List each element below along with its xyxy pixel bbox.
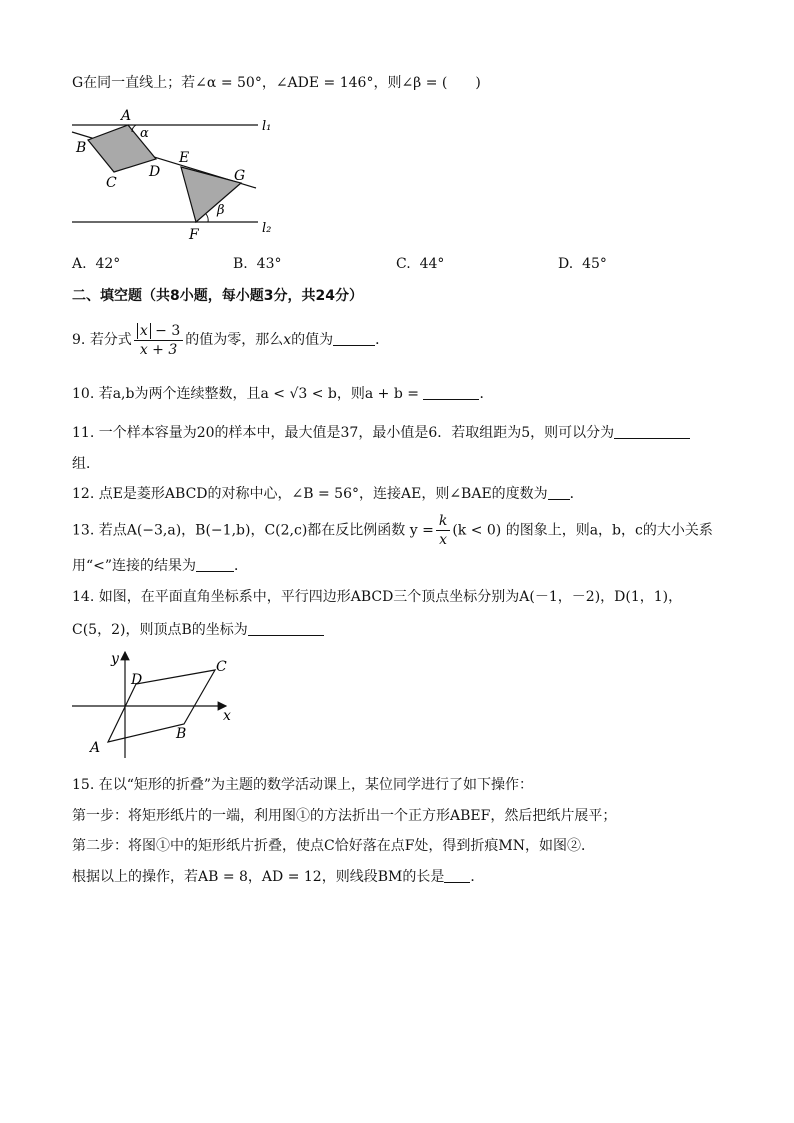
q15-line4: 根据以上的操作，若AB = 8，AD = 12，则线段BM的长是 ． <box>72 869 485 885</box>
label-alpha: α <box>140 126 149 141</box>
q15-line3: 第二步：将图①中的矩形纸片折叠，使点C恰好落在点F处，得到折痕MN，如图②． <box>72 838 596 854</box>
q14-line2-text: C(5，2)，则顶点B的坐标为 <box>72 622 248 638</box>
q9: 9. 若分式 $\frac{x - 3}{x + 3}$ 的值为零，那么x的值为 ． <box>72 322 390 358</box>
q15-line2: 第一步：将矩形纸片的一端，利用图①的方法折出一个正方形ABEF，然后把纸片展平； <box>72 808 617 824</box>
q13-text-post: (k < 0) 的图象上，则a，b，c的大小关系 <box>452 522 713 539</box>
q9-pre: 若分式 <box>89 332 132 348</box>
q15-answer-blank[interactable] <box>444 868 470 883</box>
label-beta: β <box>217 203 225 218</box>
q11-text: 11. 一个样本容量为20的样本中，最大值是37，最小值是6．若取组距为5，则可以分为 <box>72 425 615 441</box>
q8-figure <box>66 104 286 244</box>
choice-c-value: 44° <box>419 256 445 272</box>
point-label-A: A <box>90 740 101 756</box>
q9-post2: 的值为 <box>291 332 334 348</box>
q9-fraction <box>134 322 183 359</box>
choice-b-value: 43° <box>256 256 282 272</box>
q13-fraction <box>436 512 450 549</box>
label-l1: l₁ <box>262 119 272 134</box>
point-label-B: B <box>176 726 187 742</box>
choice-a-value: 42° <box>95 256 121 272</box>
choice-b-letter: B. <box>233 256 248 272</box>
choice-a-letter: A. <box>72 256 87 272</box>
q9-denominator: x + 3 <box>139 341 178 358</box>
q15-line4-text: 根据以上的操作，若AB = 8，AD = 12，则线段BM的长是 <box>72 869 445 885</box>
choice-d-letter: D. <box>558 256 574 272</box>
q13-frac-num: k <box>436 512 450 531</box>
triangle-efg-shaded <box>181 167 241 222</box>
beta-arc <box>206 214 208 222</box>
choice-d-value: 45° <box>582 256 607 272</box>
q11-line2: 组． <box>72 456 100 472</box>
q9-abs-x: x <box>137 323 151 339</box>
label-E: E <box>179 150 190 166</box>
q13-answer-blank[interactable] <box>196 557 234 572</box>
choice-c-letter: C. <box>396 256 411 272</box>
q9-numerator <box>134 322 183 341</box>
q15-line1: 15. 在以“矩形的折叠”为主题的数学活动课上，某位同学进行了如下操作： <box>72 777 534 793</box>
point-label-C: C <box>216 659 227 675</box>
choice-a[interactable] <box>72 256 120 272</box>
q12-answer-blank[interactable] <box>548 485 570 500</box>
label-G: G <box>234 168 246 184</box>
q12-text: 12. 点E是菱形ABCD的对称中心，∠B = 56°，连接AE，则∠BAE的度数为 <box>72 486 548 502</box>
section-title: 二、填空题（共8小题，每小题3分，共24分） <box>72 288 363 304</box>
label-A: A <box>121 108 132 124</box>
q9-numerator-tail: − 3 <box>150 322 181 339</box>
q14-figure <box>66 646 246 762</box>
label-l2: l₂ <box>262 221 272 236</box>
q9-var: x <box>283 332 292 348</box>
q13-line2-text: 用“<”连接的结果为 <box>72 558 197 574</box>
label-D: D <box>149 164 161 180</box>
q10-text: 10. 若a,b为两个连续整数，且a < √3 < b，则a + b = <box>72 386 419 402</box>
label-B: B <box>76 140 87 156</box>
point-label-D: D <box>131 672 143 688</box>
q10-answer-blank[interactable] <box>423 385 479 400</box>
q8-stem: G在同一直线上；若∠α = 50°，∠ADE = 146°，则∠β = ( ) <box>72 75 481 91</box>
q9-post: 的值为零，那么 <box>185 332 284 348</box>
q14-line1: 14. 如图，在平面直角坐标系中，平行四边形ABCD三个顶点坐标分别为A(－1，－2)，D(1，1)， <box>72 589 683 605</box>
label-F: F <box>189 227 199 243</box>
axis-label-y: y <box>111 651 119 667</box>
choice-d[interactable] <box>558 256 607 272</box>
axis-label-x: x <box>223 708 231 724</box>
label-C: C <box>106 175 117 191</box>
choice-b[interactable] <box>233 256 281 272</box>
q13-frac-den: x <box>439 532 448 548</box>
q12: 12. 点E是菱形ABCD的对称中心，∠B = 56°，连接AE，则∠BAE的度数为 ． <box>72 486 584 502</box>
q10: 10. 若a,b为两个连续整数，且a < √3 < b，则a + b = ． <box>72 386 494 402</box>
q9-num: 9. <box>72 332 86 348</box>
q13-line1 <box>72 512 713 549</box>
choice-c[interactable] <box>396 256 444 272</box>
q14-answer-blank[interactable] <box>248 621 324 636</box>
q14-line2 <box>72 621 324 639</box>
q13-line2: 用“<”连接的结果为 ． <box>72 558 249 574</box>
q9-answer-blank[interactable] <box>333 331 375 346</box>
q13-text-pre: 13. 若点A(−3,a)，B(−1,b)，C(2,c)都在反比例函数 y = <box>72 522 434 539</box>
q11-line1 <box>72 424 690 442</box>
q11-answer-blank[interactable] <box>614 424 690 439</box>
